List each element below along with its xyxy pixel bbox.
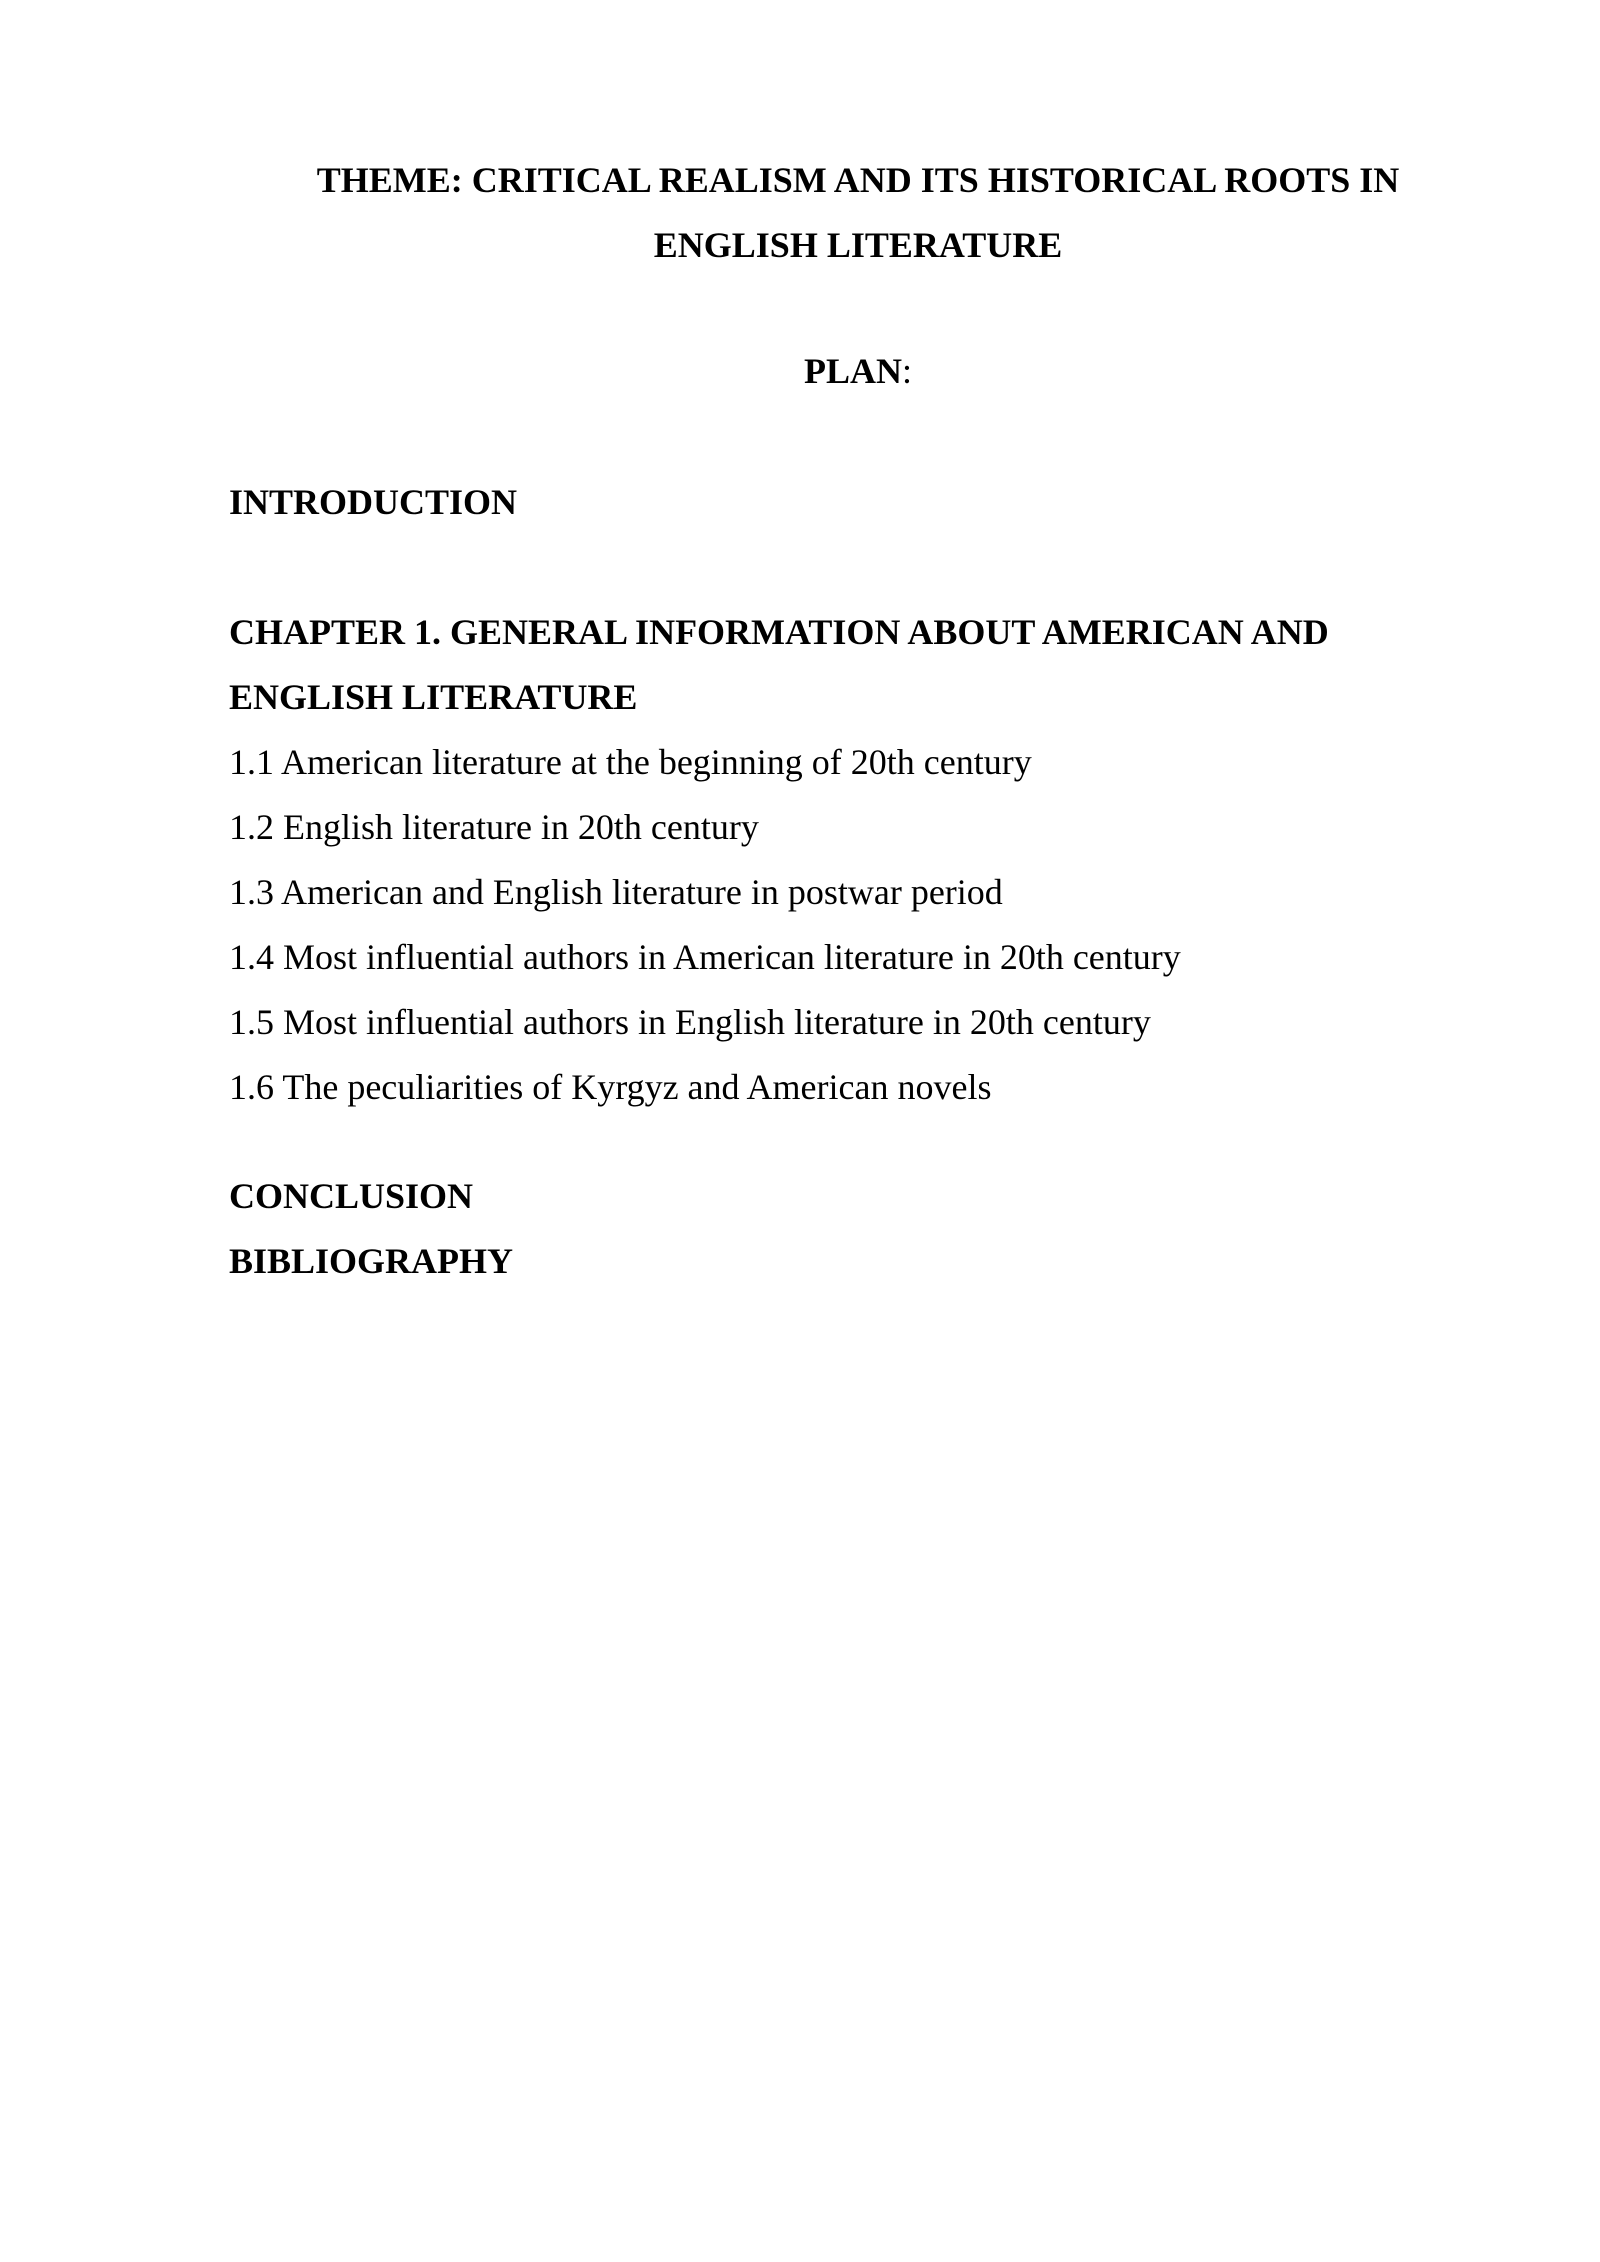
introduction-heading: INTRODUCTION (229, 482, 518, 522)
chapter-1-heading-line-1: CHAPTER 1. GENERAL INFORMATION ABOUT AMERICAN AND (229, 612, 1329, 652)
title-line-2: ENGLISH LITERATURE (653, 225, 1063, 265)
chapter-1-heading-line-2: ENGLISH LITERATURE (229, 677, 638, 717)
bibliography-heading: BIBLIOGRAPHY (229, 1241, 514, 1281)
chapter-1-sections (229, 730, 1449, 1120)
plan-label: PLAN (803, 351, 902, 391)
section-1-1: 1.1 American literature at the beginning of 20th century (229, 742, 1032, 782)
section-1-4: 1.4 Most influential authors in American literature in 20th century (229, 937, 1181, 977)
title-line-1: THEME: CRITICAL REALISM AND ITS HISTORICAL ROOTS IN (316, 160, 1400, 200)
plan-outline (229, 470, 1449, 1294)
document-title (220, 148, 1496, 278)
plan-heading (0, 339, 1600, 404)
section-1-3: 1.3 American and English literature in postwar period (229, 872, 1003, 912)
plan-colon: : (901, 351, 912, 391)
section-1-2: 1.2 English literature in 20th century (229, 807, 759, 847)
conclusion-heading: CONCLUSION (229, 1176, 474, 1216)
section-1-5: 1.5 Most influential authors in English literature in 20th century (229, 1002, 1151, 1042)
section-1-6: 1.6 The peculiarities of Kyrgyz and American novels (229, 1067, 992, 1107)
